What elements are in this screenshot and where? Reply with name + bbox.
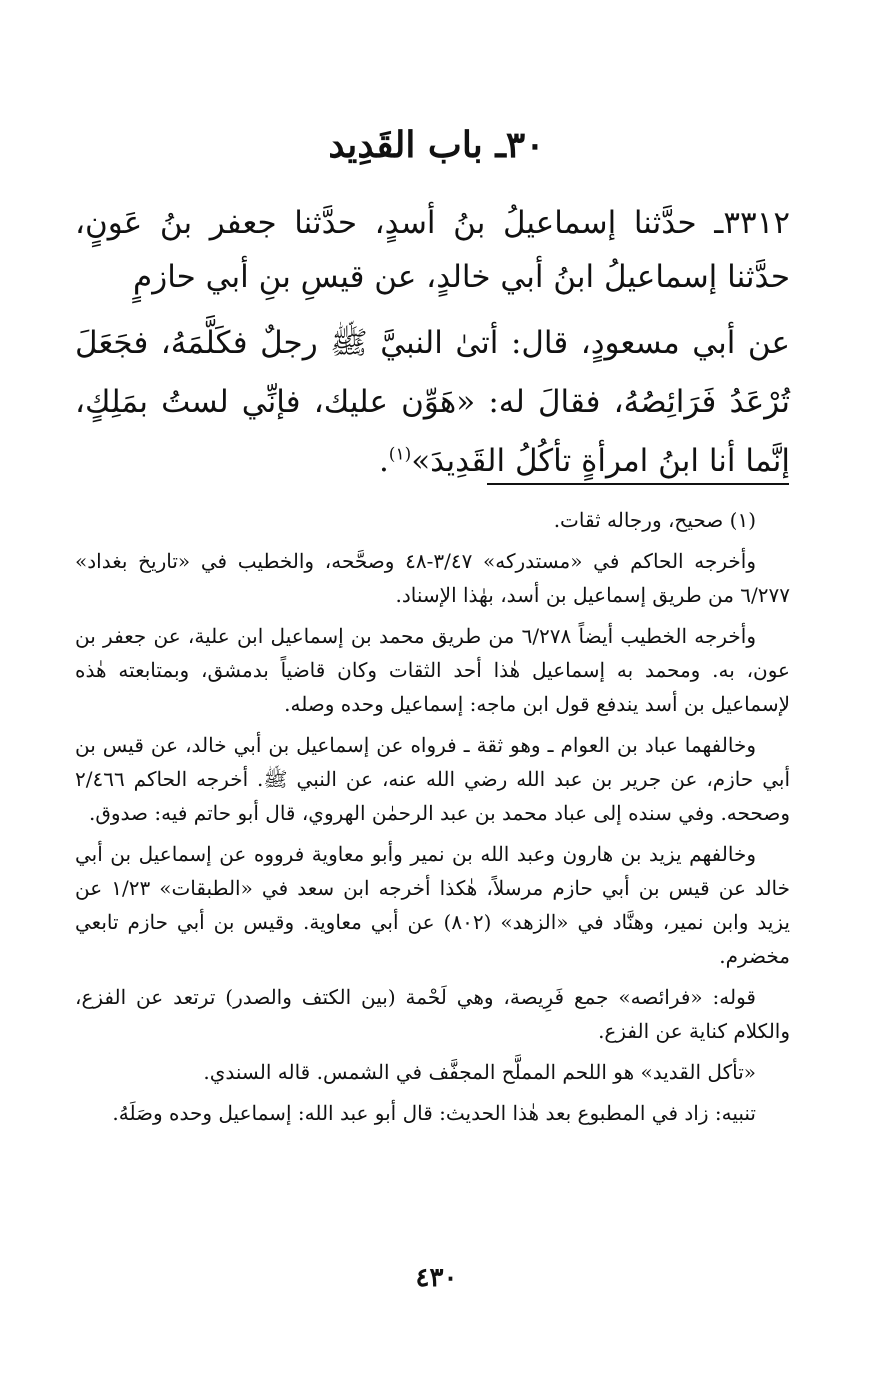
hadith-matn (75, 314, 790, 491)
page-number: ٤٣٠ (415, 1263, 458, 1293)
footnote-paragraph: تنبيه: زاد في المطبوع بعد هٰذا الحديث: قال أبو عبد الله: إسماعيل وحده وصَلَهُ. (112, 1101, 756, 1125)
footnote-paragraph: وأخرجه الخطيب أيضاً ٦/٢٧٨ من طريق محمد بن إسماعيل ابن علية، عن جعفر بن عون، به. ومحمد به إسماعيل هٰذا أحد الثقات وكان قاضياً بدمشق، وبمتابعته هٰذه لإسماعيل بن أسد يندفع قول ابن ماجه: إسماعيل وحده وصله. (75, 624, 790, 716)
hadith-isnad: ٣٣١٢ـ حدَّثنا إسماعيلُ بنُ أسدٍ، حدَّثنا جعفر بنُ عَونٍ، حدَّثنا إسماعيلُ ابنُ أبي خالدٍ، عن قيسِ بنِ أبي حازمٍ (75, 205, 790, 295)
hadith-end-punctuation: . (378, 443, 389, 479)
footnote-divider (487, 483, 789, 485)
footnote-paragraph: (١) صحيح، ورجاله ثقات. (553, 508, 756, 532)
footnote-paragraph: وخالفهما عباد بن العوام ـ وهو ثقة ـ فرواه عن إسماعيل بن أبي خالد، عن قيس بن أبي حازم، عن جرير بن عبد الله رضي الله عنه، عن النبي ﷺ. أخرجه الحاكم ٢/٤٦٦ وصححه. وفي سنده إلى عباد محمد بن عبد الرحمٰن الهروي، قال أبو حاتم فيه: صدوق. (75, 733, 790, 825)
footnotes-section (75, 503, 790, 1130)
footnote-paragraph: وأخرجه الحاكم في «مستدركه» ٣/٤٧-٤٨ وصحَّحه، والخطيب في «تاريخ بغداد» ٦/٢٧٧ من طريق إسماعيل بن أسد، بهٰذا الإسناد. (75, 549, 790, 607)
footnote-paragraph: وخالفهم يزيد بن هارون وعبد الله بن نمير وأبو معاوية فرووه عن إسماعيل بن أبي خالد عن قيس بن أبي حازم مرسلاً، هٰكذا أخرجه ابن سعد في «الطبقات» ١/٢٣ عن يزيد وابن نمير، وهنَّاد في «الزهد» (٨٠٢) عن أبي معاوية. وقيس بن أبي حازم تابعي مخضرم. (75, 842, 790, 968)
hadith-matn-text: عن أبي مسعودٍ، قال: أتىٰ النبيَّ ﷺ رجلٌ فكَلَّمَهُ، فجَعَلَ تُرْعَدُ فَرَائِصُهُ، فقالَ له: «هَوِّن عليك، فإنِّي لستُ بمَلِكٍ، إنَّما أنا ابنُ امرأةٍ تأكُلُ القَدِيدَ» (75, 325, 790, 479)
footnote-paragraph: «تأكل القديد» هو اللحم المملَّح المجفَّف في الشمس. قاله السندي. (203, 1060, 756, 1084)
footnote-marker: (١) (388, 444, 412, 465)
footnote-paragraph: قوله: «فرائصه» جمع فَرِيصة، وهي لَحْمة (بين الكتف والصدر) ترتعد عن الفزع، والكلام كناية عن الفزع. (75, 985, 790, 1043)
chapter-title: ٣٠ـ باب القَدِيد (328, 124, 545, 166)
